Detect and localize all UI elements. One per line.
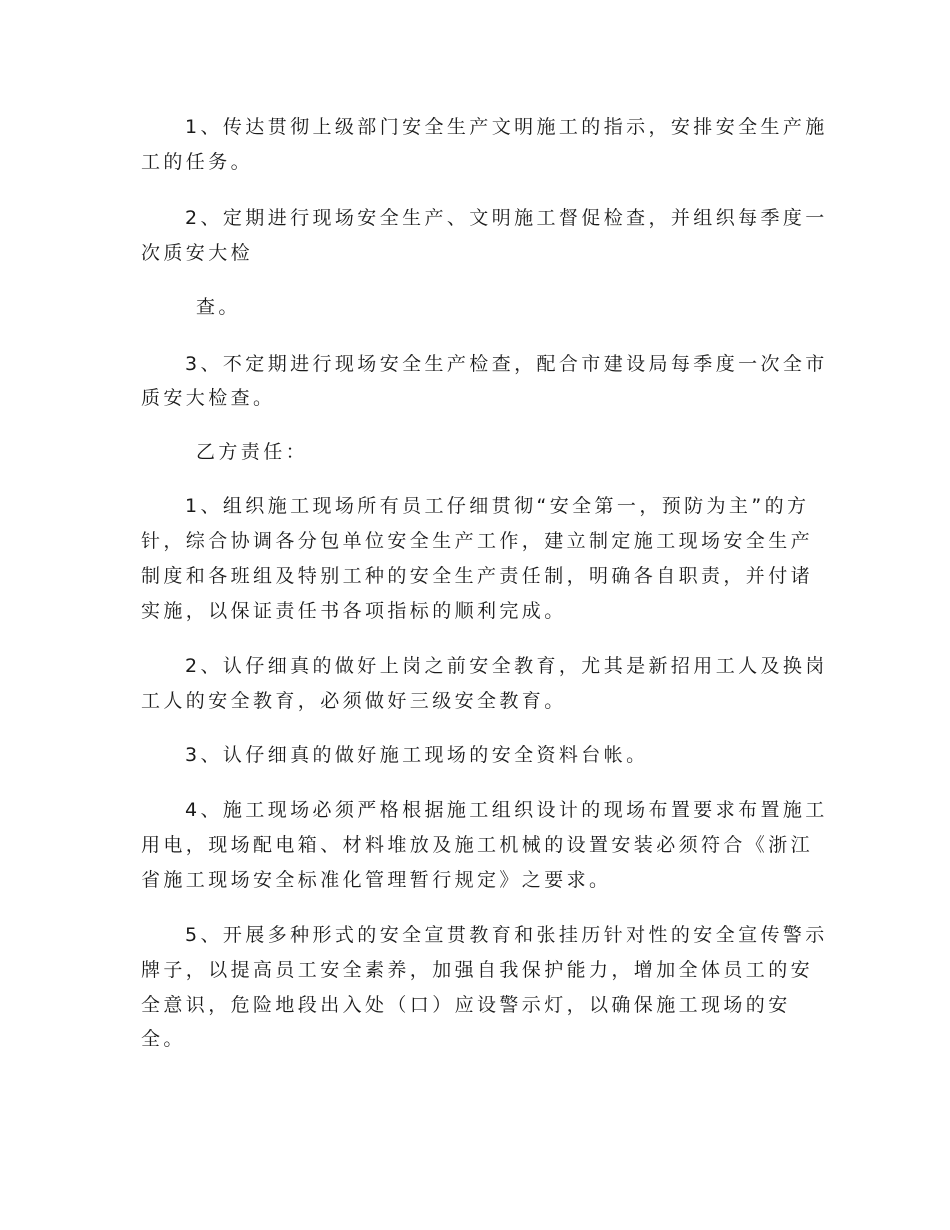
paragraph-line: 牌子，以提高员工安全素养，加强自我保护能力，增加全体员工的安 — [141, 959, 814, 981]
paragraph-line: 3、认仔细真的做好施工现场的安全资料台帐。 — [185, 744, 649, 766]
paragraph-line: 实施，以保证责任书各项指标的顺利完成。 — [141, 600, 567, 622]
paragraph-line: 省施工现场安全标准化管理暂行规定》之要求。 — [141, 869, 612, 891]
paragraph-line: 工的任务。 — [141, 151, 254, 173]
paragraph-line: 3、不定期进行现场安全生产检查，配合市建设局每季度一次全市 — [185, 353, 828, 375]
paragraph-line: 制度和各班组及特别工种的安全生产责任制，明确各自职责，并付诸 — [141, 565, 814, 587]
paragraph-line: 2、认仔细真的做好上岗之前安全教育，尤其是新招用工人及换岗 — [185, 655, 828, 677]
paragraph-line: 5、开展多种形式的安全宣贯教育和张挂历针对性的安全宣传警示 — [185, 924, 828, 946]
paragraph-line: 全。 — [141, 1028, 186, 1050]
section-heading: 乙方责任： — [196, 441, 309, 463]
paragraph-line: 针，综合协调各分包单位安全生产工作，建立制定施工现场安全生产 — [141, 530, 814, 552]
paragraph-line: 2、定期进行现场安全生产、文明施工督促检查，并组织每季度一 — [185, 207, 828, 229]
paragraph-line: 查。 — [196, 296, 241, 318]
paragraph-line: 次质安大检 — [141, 242, 254, 264]
paragraph-line: 质安大检查。 — [141, 387, 276, 409]
paragraph-line: 工人的安全教育，必须做好三级安全教育。 — [141, 690, 567, 712]
paragraph-line: 4、施工现场必须严格根据施工组织设计的现场布置要求布置施工 — [185, 799, 828, 821]
paragraph-line: 全意识，危险地段出入处（口）应设警示灯，以确保施工现场的安 — [141, 994, 791, 1016]
paragraph-line: 用电，现场配电箱、材料堆放及施工机械的设置安装必须符合《浙江 — [141, 834, 814, 856]
paragraph-line: 1、组织施工现场所有员工仔细贯彻“安全第一，预防为主”的方 — [185, 495, 810, 517]
paragraph-line: 1、传达贯彻上级部门安全生产文明施工的指示，安排安全生产施 — [185, 116, 828, 138]
